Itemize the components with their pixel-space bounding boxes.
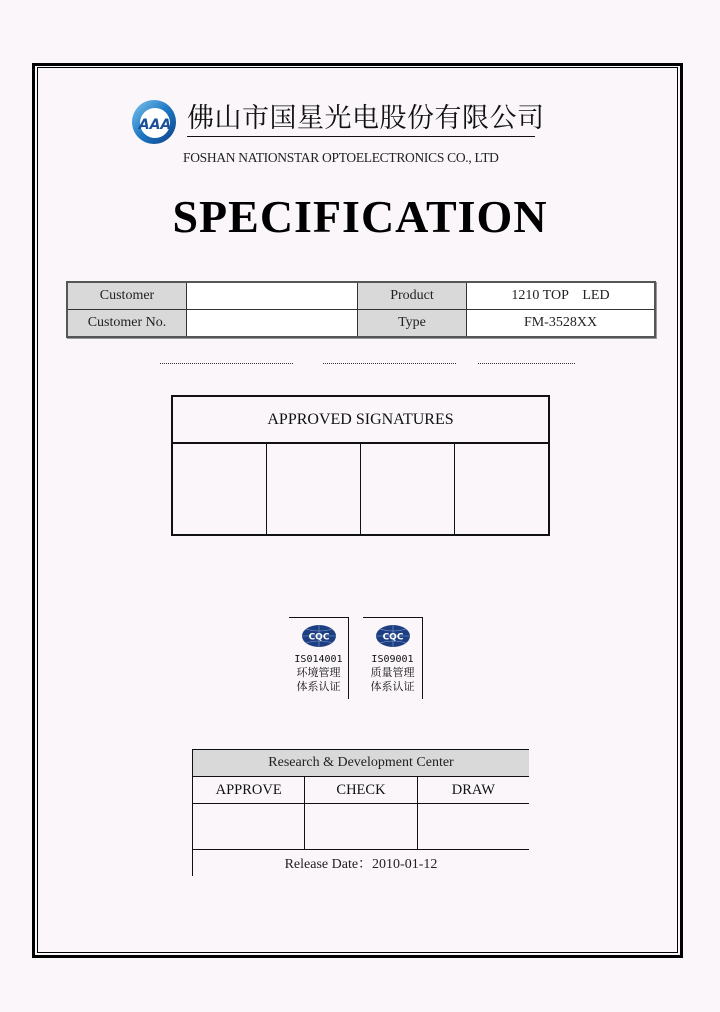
dotted-line (323, 363, 456, 364)
table-row (67, 282, 655, 310)
check-sign-box[interactable] (304, 804, 416, 849)
cert-line1: 环境管理 (296, 666, 341, 679)
type-value: FM-3528XX (467, 310, 656, 338)
rd-sign-row (192, 804, 529, 850)
company-name-cn: 佛山市国星光电股份有限公司 (187, 102, 535, 137)
signature-box[interactable] (172, 443, 266, 535)
check-column-label: CHECK (304, 777, 416, 803)
certification-iso9001 (363, 617, 423, 699)
draw-column-label: DRAW (417, 777, 529, 803)
customer-no-label: Customer No. (67, 310, 187, 338)
table-row (67, 310, 655, 338)
signature-box[interactable] (361, 443, 455, 535)
document-title: SPECIFICATION (172, 191, 548, 242)
info-table (66, 281, 656, 338)
cert-line1: 质量管理 (370, 666, 415, 679)
draw-sign-box[interactable] (417, 804, 529, 849)
svg-text:CQC: CQC (308, 632, 329, 643)
dotted-line (478, 363, 575, 364)
customer-label: Customer (67, 282, 187, 310)
rd-center-heading: Research & Development Center (192, 749, 529, 777)
rd-center-table (192, 749, 529, 876)
signatures-heading: APPROVED SIGNATURES (172, 396, 549, 443)
product-value: 1210 TOP LED (467, 282, 656, 310)
dotted-line (160, 363, 293, 364)
signature-box[interactable] (266, 443, 360, 535)
signature-box[interactable] (455, 443, 549, 535)
approve-column-label: APPROVE (215, 781, 282, 798)
approve-sign-box[interactable] (193, 804, 304, 849)
svg-text:AAA: AAA (138, 117, 172, 133)
approved-signatures-table (171, 395, 550, 536)
cqc-logo-icon (301, 624, 337, 648)
svg-text:CQC: CQC (382, 632, 403, 643)
cert-code: IS09001 (371, 654, 414, 665)
customer-no-value[interactable] (187, 310, 358, 338)
cert-code: IS014001 (294, 654, 343, 665)
cert-line2: 体系认证 (370, 680, 415, 693)
certification-iso14001 (289, 617, 349, 699)
product-label: Product (358, 282, 467, 310)
release-date: Release Date：2010-01-12 (192, 850, 529, 876)
type-label: Type (358, 310, 467, 338)
company-name-en: FOSHAN NATIONSTAR OPTOELECTRONICS CO., LTD (183, 150, 499, 165)
cert-line2: 体系认证 (296, 680, 341, 693)
cqc-logo-icon (375, 624, 411, 648)
customer-value[interactable] (187, 282, 358, 310)
nationstar-aaa-logo-icon (130, 98, 178, 146)
rd-columns-row (192, 777, 529, 804)
